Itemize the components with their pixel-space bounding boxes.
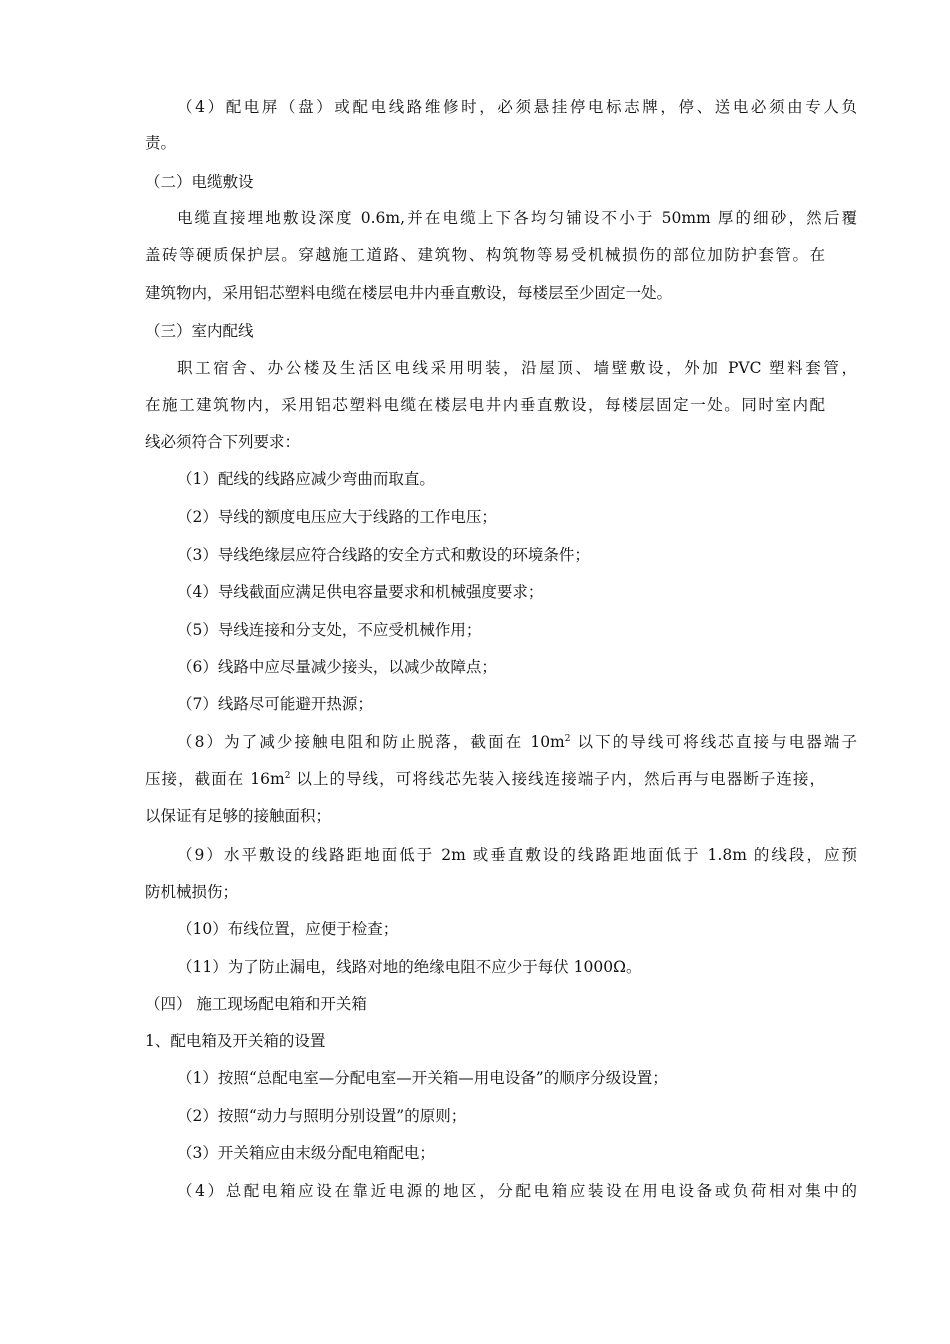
text-line: 防机械损伤； xyxy=(145,883,239,901)
section-heading: （二）电缆敷设 xyxy=(145,173,254,191)
text-line: 建筑物内，采用铝芯塑料电缆在楼层电井内垂直敷设，每楼层至少固定一处。 xyxy=(145,284,673,302)
list-item: （9）水平敷设的线路距地面低于 2m 或垂直敷设的线路距地面低于 1.8m 的线段，应预 xyxy=(177,846,857,864)
list-item: （6）线路中应尽量减少接头，以减少故障点； xyxy=(177,658,497,676)
subsection-heading: 1、配电箱及开关箱的设置 xyxy=(145,1032,326,1050)
text-line xyxy=(145,769,825,789)
list-item: （1）按照“总配电室—分配电室—开关箱—用电设备”的顺序分级设置； xyxy=(177,1069,668,1087)
text-line: 职工宿舍、办公楼及生活区电线采用明装，沿屋顶、墙壁敷设，外加 PVC 塑料套管， xyxy=(177,359,857,377)
text-segment: （8）为了减少接触电阻和防止脱落，截面在 10m xyxy=(177,733,565,751)
text-line: （4）配电屏（盘）或配电线路维修时，必须悬挂停电标志牌，停、送电必须由专人负 xyxy=(177,98,857,116)
list-item: （7）线路尽可能避开热源； xyxy=(177,695,373,713)
list-item xyxy=(177,732,857,752)
list-item: （4）总配电箱应设在靠近电源的地区，分配电箱应装设在用电设备或负荷相对集中的 xyxy=(177,1182,857,1200)
section-heading: （三）室内配线 xyxy=(145,322,254,340)
text-segment: 以上的导线，可将线芯先装入接线连接端子内，然后再与电器断子连接， xyxy=(290,770,825,788)
section-heading: （四） 施工现场配电箱和开关箱 xyxy=(145,995,367,1013)
list-item: （11）为了防止漏电，线路对地的绝缘电阻不应少于每伏 1000Ω。 xyxy=(177,958,642,976)
text-line: 责。 xyxy=(145,134,177,152)
superscript: 2 xyxy=(284,770,291,781)
text-segment: 以下的导线可将线芯直接与电器端子 xyxy=(570,733,857,751)
text-line: 盖砖等硬质保护层。穿越施工道路、建筑物、构筑物等易受机械损伤的部位加防护套管。在 xyxy=(145,246,825,264)
list-item: （5）导线连接和分支处，不应受机械作用； xyxy=(177,621,482,639)
list-item: （4）导线截面应满足供电容量要求和机械强度要求； xyxy=(177,583,544,601)
list-item: （2）按照“动力与照明分别设置”的原则； xyxy=(177,1107,467,1125)
text-line: 以保证有足够的接触面积； xyxy=(145,807,332,825)
list-item: （10）布线位置，应便于检查； xyxy=(177,920,399,938)
superscript: 2 xyxy=(564,733,571,744)
list-item: （2）导线的额度电压应大于线路的工作电压； xyxy=(177,508,497,526)
text-line: 电缆直接埋地敷设深度 0.6m,并在电缆上下各均匀铺设不小于 50mm 厚的细砂，然后覆 xyxy=(177,209,857,227)
list-item: （3）导线绝缘层应符合线路的安全方式和敷设的环境条件； xyxy=(177,546,590,564)
list-item: （1）配线的线路应减少弯曲而取直。 xyxy=(177,470,435,488)
text-segment: 压接，截面在 16m xyxy=(145,770,285,788)
list-item: （3）开关箱应由末级分配电箱配电； xyxy=(177,1144,435,1162)
text-line: 在施工建筑物内，采用铝芯塑料电缆在楼层电井内垂直敷设，每楼层固定一处。同时室内配 xyxy=(145,396,825,414)
text-line: 线必须符合下列要求： xyxy=(145,433,301,451)
